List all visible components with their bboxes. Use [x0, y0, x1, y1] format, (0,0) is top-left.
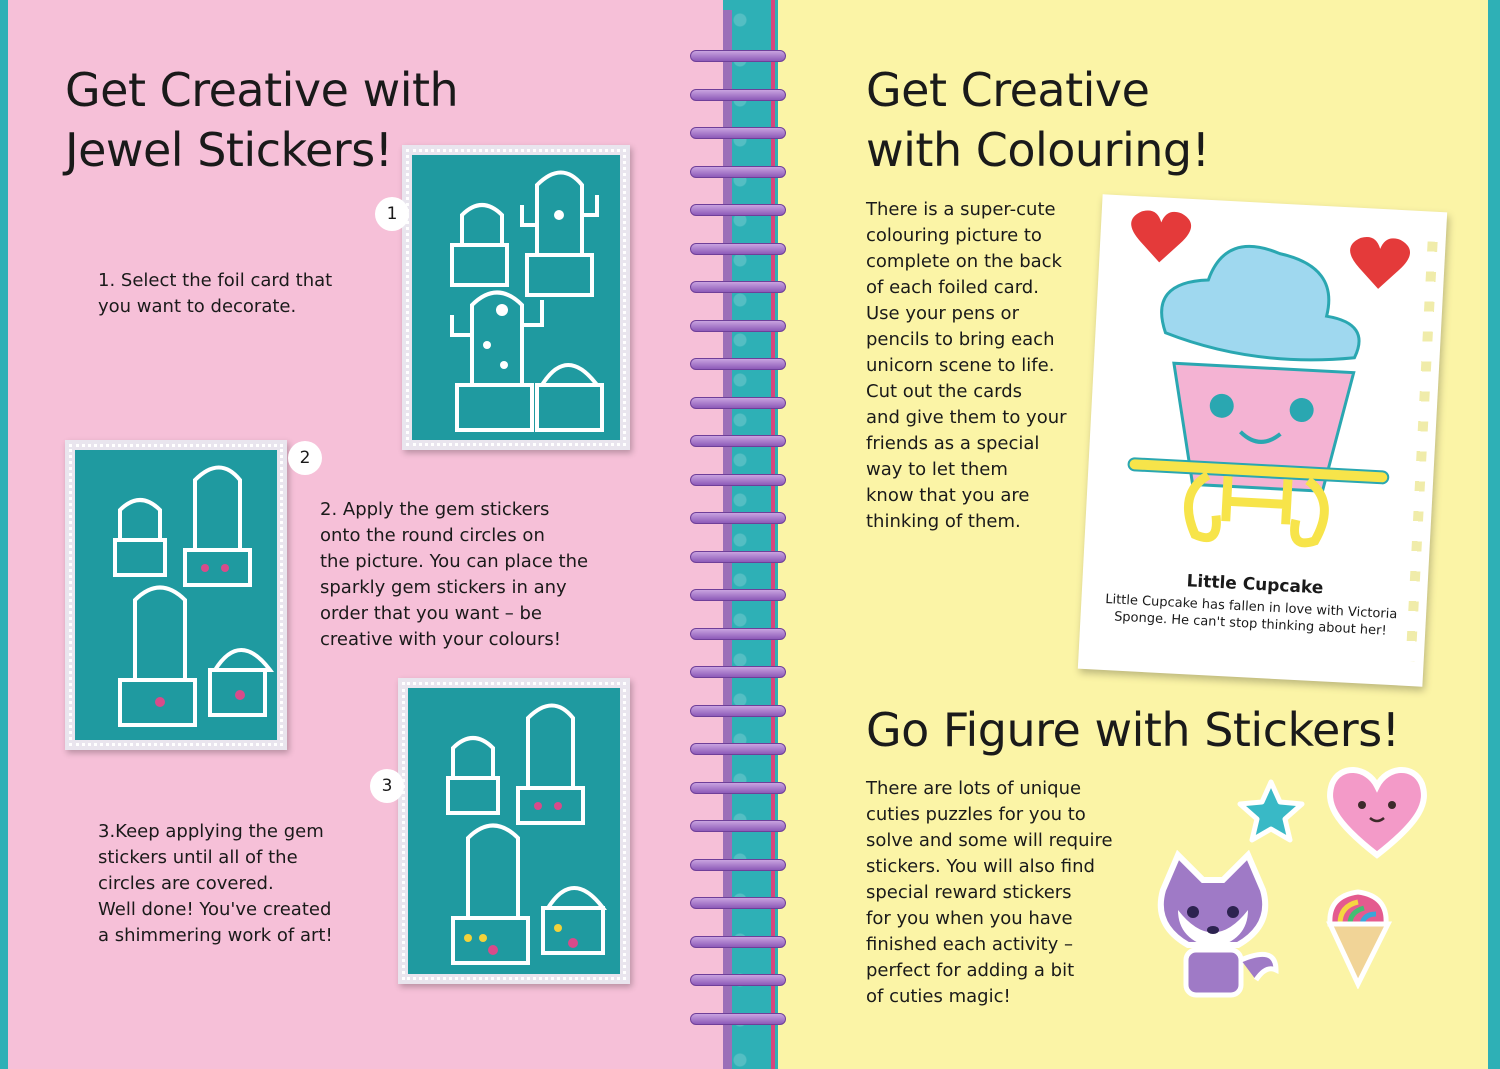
spiral-ring: [690, 435, 786, 447]
colouring-title: Get Creative with Colouring!: [866, 63, 1210, 177]
foil-card-step-2: [65, 440, 287, 750]
foil-card-step-1: [402, 145, 630, 450]
cactus-illustration: [412, 155, 620, 440]
step-1-text: 1. Select the foil card that you want to decorate.: [98, 270, 333, 317]
cupcake-illustration: [1083, 194, 1447, 582]
heart-sticker-icon: [1322, 760, 1432, 860]
spiral-ring: [690, 397, 786, 409]
colouring-text: There is a super-cute colouring picture to complete on the back of each foiled card. Use your pens or pencils to bring each unicorn scene to life. Cut out the cards and give them to your friends as a special way to let them know that you are thinking of them.: [866, 199, 1067, 532]
spiral-ring: [690, 897, 786, 909]
spiral-ring: [690, 512, 786, 524]
left-page-edge: [0, 0, 8, 1069]
card-character-name: Little Cupcake: [1186, 571, 1324, 599]
star-sticker-icon: [1236, 778, 1306, 843]
step-number-3: 3: [370, 769, 404, 803]
spiral-ring: [690, 743, 786, 755]
spiral-ring: [690, 589, 786, 601]
spiral-ring: [690, 281, 786, 293]
step-3-text: 3.Keep applying the gem stickers until all of the circles are covered. Well done! You've created a shimmering work of art!: [98, 821, 333, 946]
spiral-ring: [690, 127, 786, 139]
spiral-ring: [690, 705, 786, 717]
jewel-stickers-title: Get Creative with Jewel Stickers!: [65, 63, 459, 177]
spiral-ring: [690, 89, 786, 101]
spiral-ring: [690, 166, 786, 178]
spiral-ring: [690, 320, 786, 332]
spiral-ring: [690, 204, 786, 216]
spiral-ring: [690, 666, 786, 678]
completed-cactus-illustration: [408, 688, 620, 974]
spiral-ring: [690, 551, 786, 563]
step-2-text: 2. Apply the gem stickers onto the round circles on the picture. You can place the sparkly gem stickers in any order that you want – be creative with your colours!: [320, 499, 589, 650]
spiral-ring: [690, 974, 786, 986]
spiral-ring: [690, 859, 786, 871]
spiral-ring: [690, 243, 786, 255]
card-character-description: Little Cupcake has fallen in love with Victoria Sponge. He can't stop thinking about her!: [1104, 592, 1398, 639]
stickers-title: Go Figure with Stickers!: [866, 703, 1400, 757]
cupcake-colouring-card: [1078, 194, 1447, 686]
spiral-ring: [690, 50, 786, 62]
spiral-ring: [690, 474, 786, 486]
spiral-ring: [690, 628, 786, 640]
step-number-2: 2: [288, 441, 322, 475]
rainbow-ice-cream-sticker-icon: [1318, 884, 1398, 989]
spiral-binding: [690, 50, 790, 1060]
foil-card-step-3: [398, 678, 630, 984]
spiral-ring: [690, 936, 786, 948]
spiral-ring: [690, 782, 786, 794]
spiral-ring: [690, 820, 786, 832]
spiral-ring: [690, 1013, 786, 1025]
cactus-with-gems-illustration: [75, 450, 277, 740]
husky-sticker-icon: [1138, 850, 1288, 1010]
step-number-1: 1: [375, 197, 409, 231]
stickers-text: There are lots of unique cuties puzzles for you to solve and some will require stickers. You will also find special reward stickers for you when you have finished each activity – perfect for adding a bit of cuties magic!: [866, 778, 1113, 1007]
spiral-ring: [690, 358, 786, 370]
